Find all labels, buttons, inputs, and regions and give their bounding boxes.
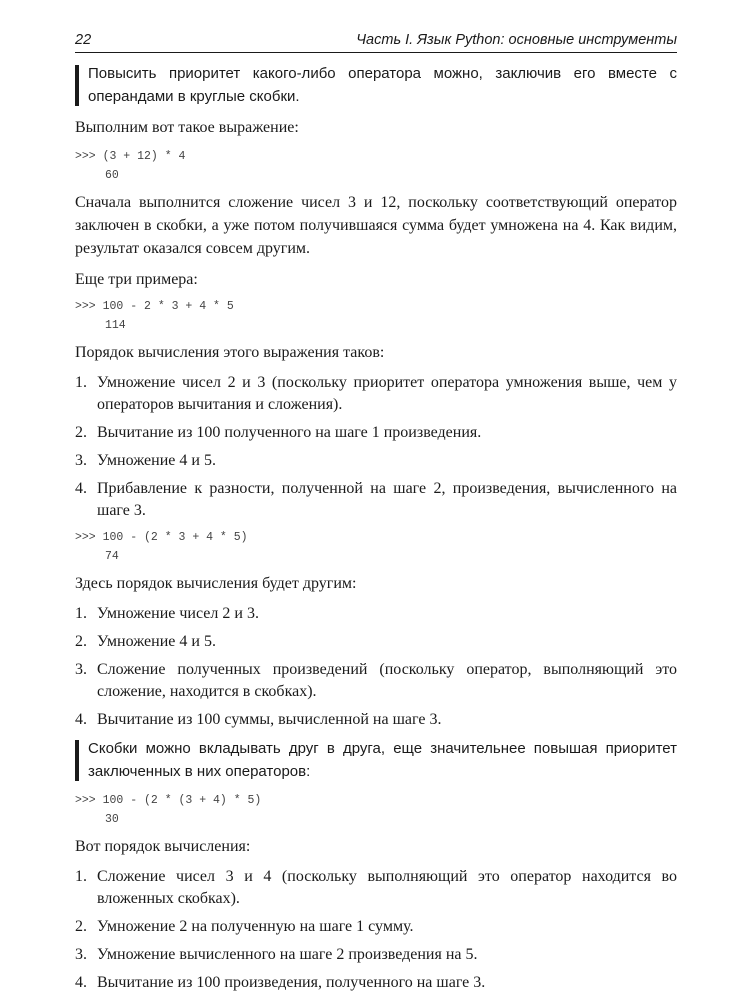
ordered-list-1 <box>75 372 677 522</box>
list-item <box>75 866 677 910</box>
paragraph: Сначала выполнится сложение чисел 3 и 12, поскольку соответствующий оператор заключен в скобки, а уже потом получившаяся сумма будет умножена на 4. Как видим, результат оказался совсем другим. <box>75 194 677 257</box>
list-text: Вычитание из 100 суммы, вычисленной на шаге 3. <box>97 711 442 728</box>
note-text: Повысить приоритет какого-либо оператора можно, заключив его вместе с операндами в круглые скобки. <box>88 65 677 105</box>
paragraph: Выполним вот такое выражение: <box>75 119 299 136</box>
list-item <box>75 709 677 731</box>
code-example-1 <box>75 147 677 185</box>
page-content <box>75 62 677 1000</box>
list-text: Умножение 4 и 5. <box>97 452 216 469</box>
list-number: 3. <box>75 946 87 963</box>
list-number: 4. <box>75 711 87 728</box>
paragraph: Вот порядок вычисления: <box>75 838 251 855</box>
code-output: 114 <box>105 319 126 332</box>
list-item <box>75 944 677 966</box>
list-text: Сложение чисел 3 и 4 (поскольку выполняющий это оператор находится во вложенных скобках). <box>97 868 677 907</box>
list-item <box>75 478 677 522</box>
note-bar <box>75 65 79 106</box>
paragraph: Порядок вычисления этого выражения таков: <box>75 344 385 361</box>
code-example-3 <box>75 528 677 566</box>
running-title: Часть I. Язык Python: основные инструменты <box>356 32 677 48</box>
list-number: 2. <box>75 424 87 441</box>
list-number: 2. <box>75 918 87 935</box>
list-number: 4. <box>75 480 87 497</box>
code-output: 74 <box>105 550 119 563</box>
list-number: 1. <box>75 605 87 622</box>
list-number: 1. <box>75 868 87 885</box>
list-text: Умножение чисел 2 и 3 (поскольку приоритет оператора умножения выше, чем у операторов вычитания и сложения). <box>97 374 677 413</box>
list-text: Сложение полученных произведений (поскольку оператор, выполняющий это сложение, находится в скобках). <box>97 661 677 700</box>
list-number: 3. <box>75 452 87 469</box>
list-item <box>75 631 677 653</box>
list-number: 2. <box>75 633 87 650</box>
list-item <box>75 372 677 416</box>
note-block-priority <box>75 62 677 108</box>
code-output: 30 <box>105 813 119 826</box>
code-example-4 <box>75 791 677 829</box>
code-example-2 <box>75 297 677 335</box>
list-number: 4. <box>75 974 87 991</box>
ordered-list-3 <box>75 866 677 994</box>
list-text: Умножение 4 и 5. <box>97 633 216 650</box>
list-item <box>75 659 677 703</box>
ordered-list-2 <box>75 603 677 731</box>
paragraph: Еще три примера: <box>75 271 198 288</box>
code-input: >>> 100 - (2 * 3 + 4 * 5) <box>75 531 248 544</box>
note-block-nesting <box>75 737 677 783</box>
list-text: Умножение 2 на полученную на шаге 1 сумму. <box>97 918 414 935</box>
code-input: >>> 100 - (2 * (3 + 4) * 5) <box>75 794 262 807</box>
code-input: >>> 100 - 2 * 3 + 4 * 5 <box>75 300 234 313</box>
list-number: 3. <box>75 661 87 678</box>
book-page <box>75 0 677 1000</box>
note-bar <box>75 740 79 781</box>
code-output: 60 <box>105 169 119 182</box>
list-item <box>75 972 677 994</box>
list-text: Прибавление к разности, полученной на шаге 2, произведения, вычисленного на шаге 3. <box>97 480 677 519</box>
paragraph: Здесь порядок вычисления будет другим: <box>75 575 357 592</box>
list-number: 1. <box>75 374 87 391</box>
page-number: 22 <box>75 32 92 48</box>
list-text: Умножение чисел 2 и 3. <box>97 605 259 622</box>
list-text: Умножение вычисленного на шаге 2 произведения на 5. <box>97 946 478 963</box>
running-header <box>75 30 677 53</box>
code-input: >>> (3 + 12) * 4 <box>75 150 186 163</box>
list-text: Вычитание из 100 полученного на шаге 1 произведения. <box>97 424 482 441</box>
note-text: Скобки можно вкладывать друг в друга, еще значительнее повышая приоритет заключенных в них операторов: <box>88 740 677 780</box>
list-item <box>75 450 677 472</box>
list-text: Вычитание из 100 произведения, полученного на шаге 3. <box>97 974 486 991</box>
list-item <box>75 916 677 938</box>
list-item <box>75 422 677 444</box>
list-item <box>75 603 677 625</box>
